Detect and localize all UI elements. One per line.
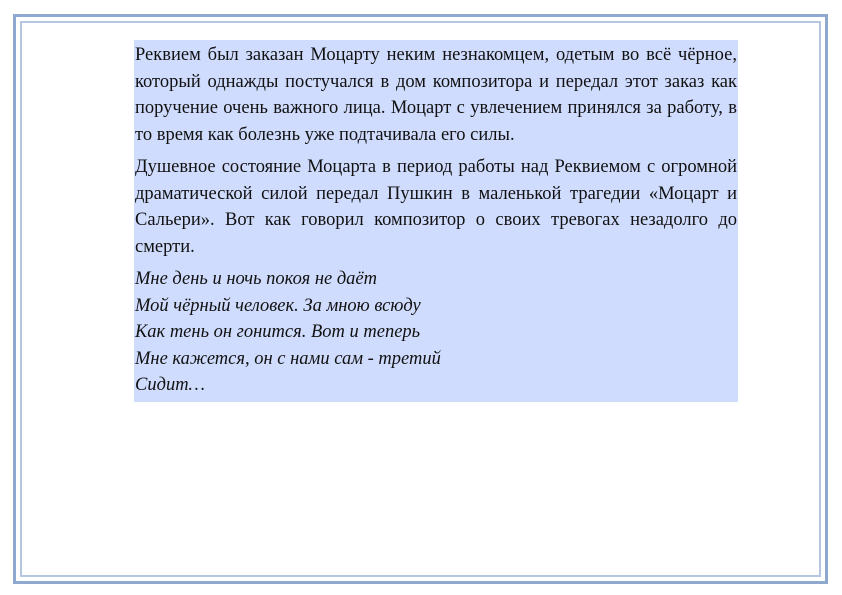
verse-line: Мне кажется, он с нами сам - третий [135, 348, 441, 369]
text-block [134, 40, 738, 402]
verse-line: Как тень он гонится. Вот и теперь [135, 322, 421, 342]
verse-line: Мне день и ночь покоя не даёт [135, 269, 378, 289]
verse-line: Мой чёрный человек. За мною всюду [135, 295, 421, 316]
paragraph-1: Реквием был заказан Моцарту неким незнакомцем, одетым во всё чёрное, который однажды постучался в дом композитора и передал этот заказ как поручение очень важного лица. Моцарт с увлечением принялся за работу, в то время как болезнь уже подтачивала его силы. [135, 45, 737, 145]
verse-quote [135, 266, 737, 399]
paragraph-2: Душевное состояние Моцарта в период работы над Реквиемом с огромной драматической силой передал Пушкин в маленькой трагедии «Моцарт и Сальери». Вот как говорил композитор о своих тревогах незадолго до смерти. [135, 157, 737, 257]
verse-line: Сидит… [135, 375, 206, 395]
